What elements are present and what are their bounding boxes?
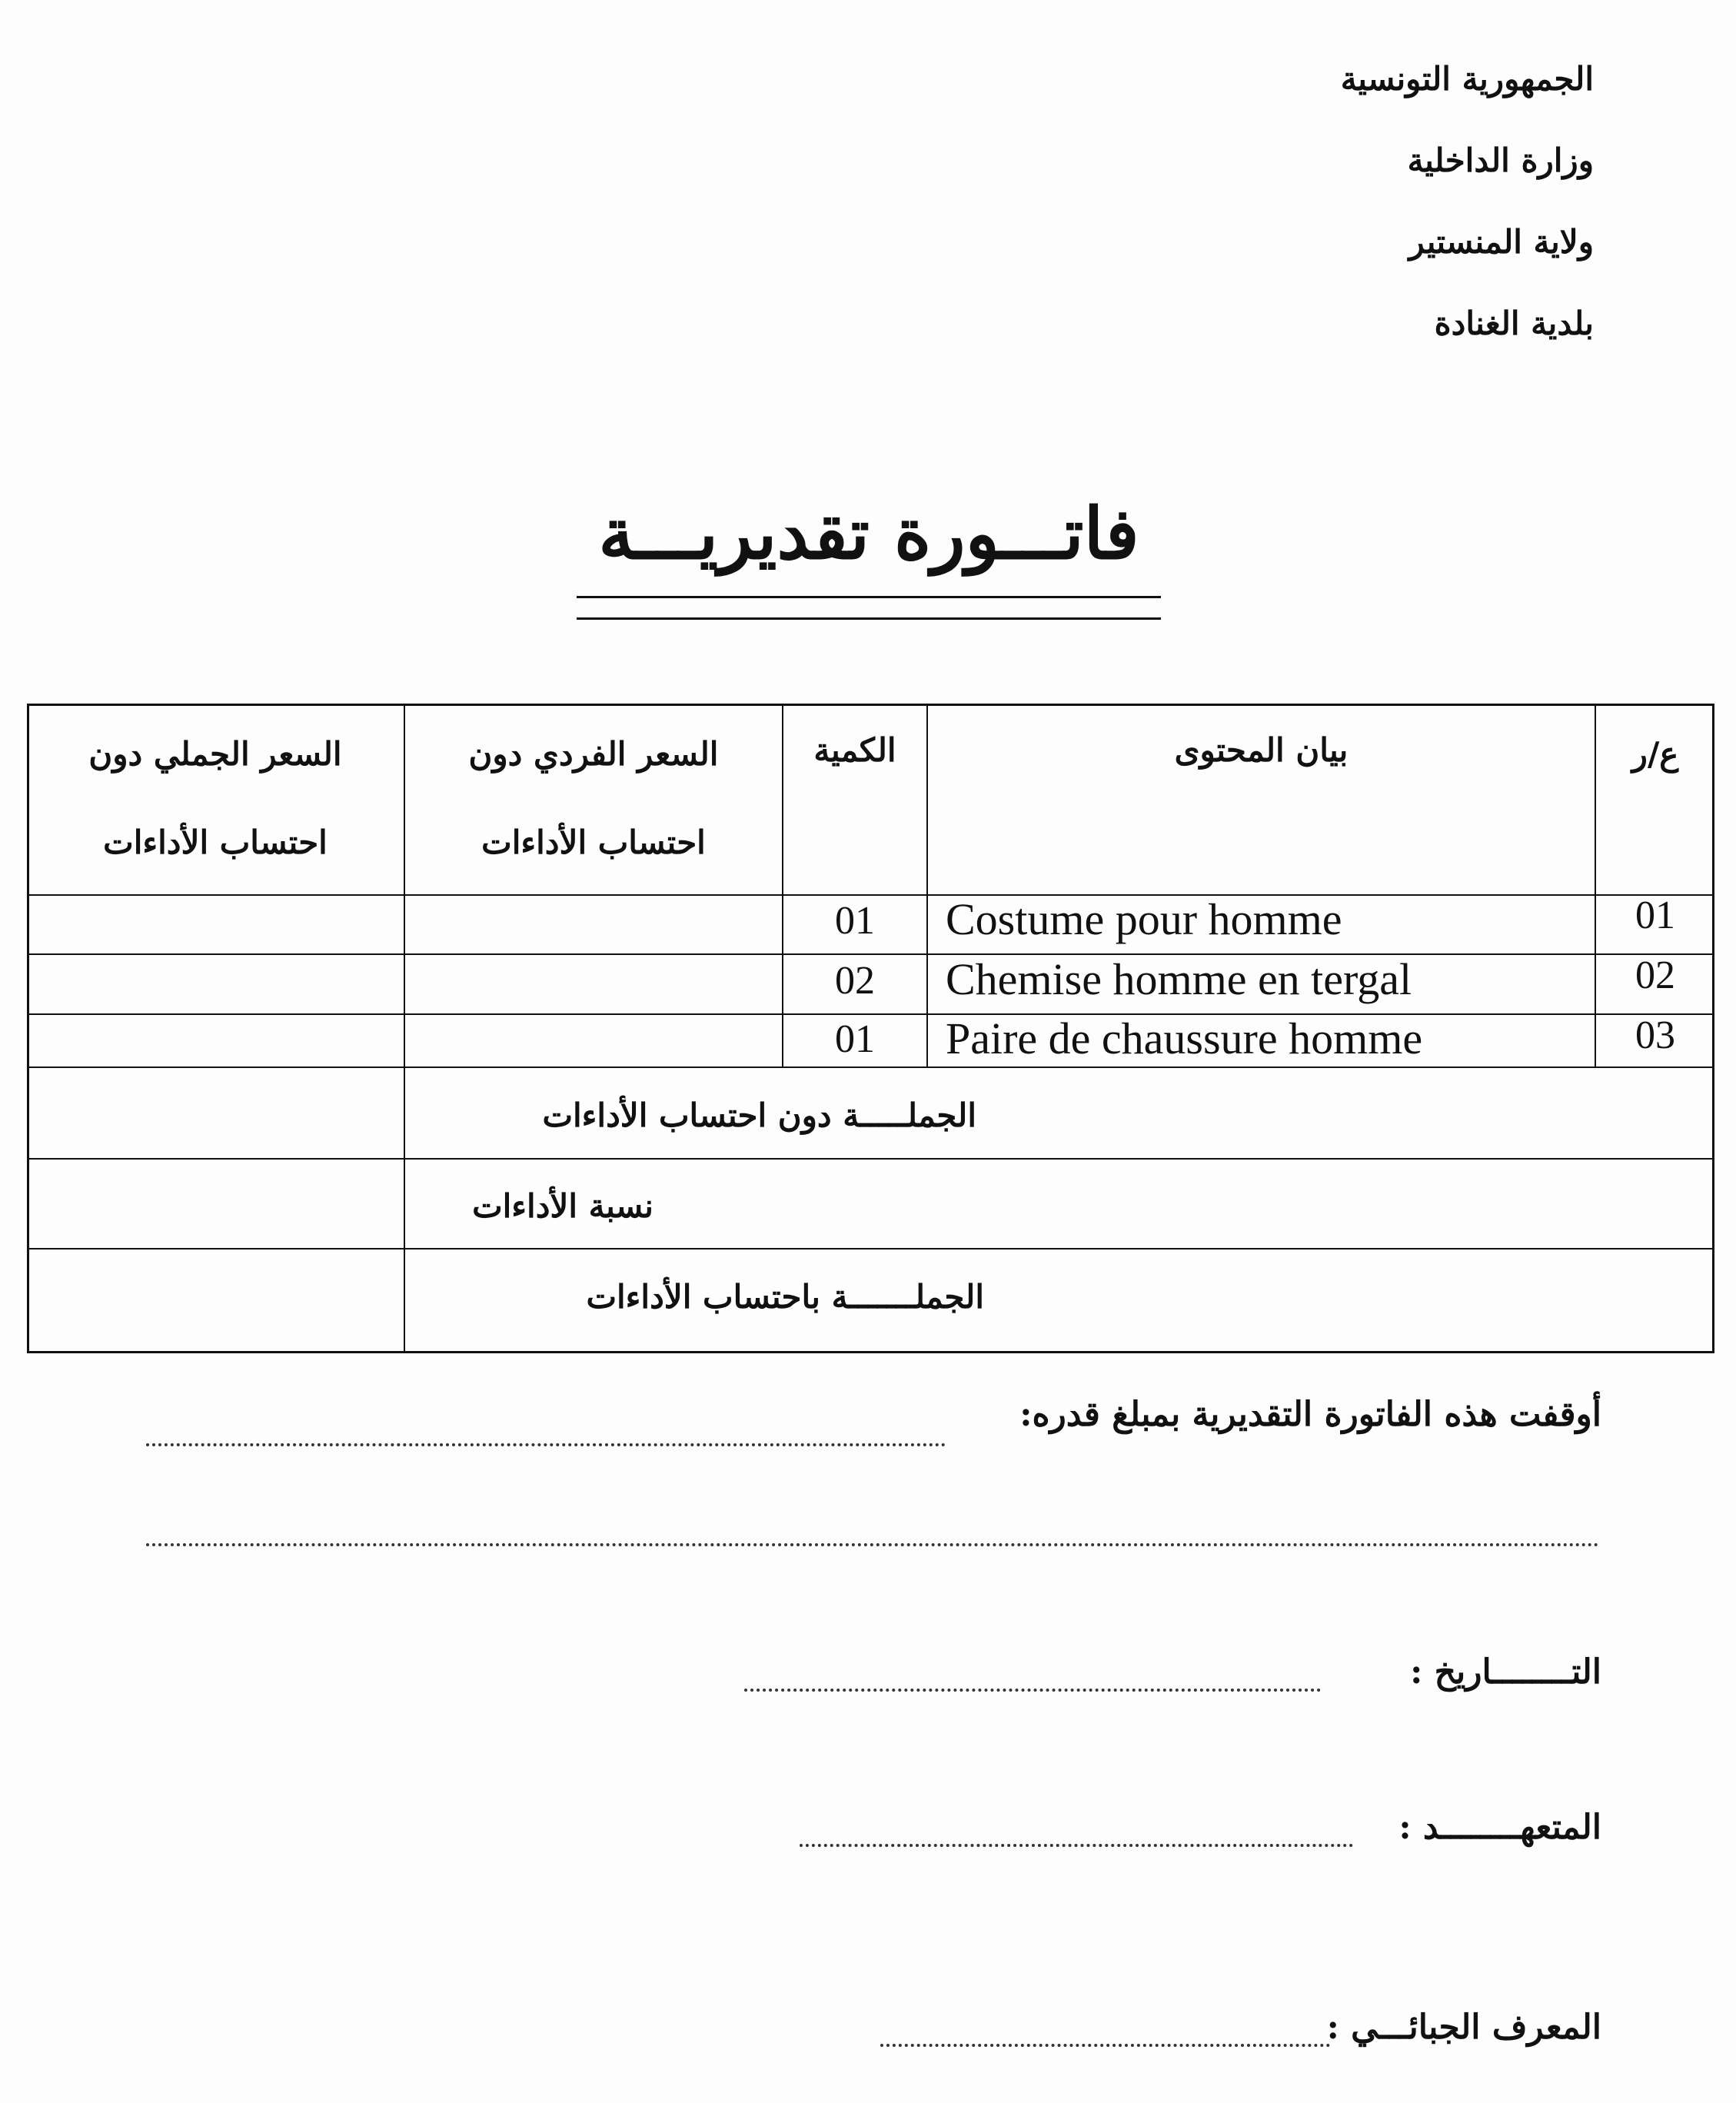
document-title: فاتـــورة تقديريـــة xyxy=(598,492,1139,575)
table-rule xyxy=(404,704,405,1353)
row-num: 01 xyxy=(1635,893,1675,937)
date-dotted-line xyxy=(744,1689,1321,1692)
header-total-price-1: السعر الجملي دون xyxy=(88,735,342,773)
header-description: بيان المحتوى xyxy=(1174,731,1349,769)
header-country: الجمهورية التونسية xyxy=(1340,60,1594,98)
row-quantity: 01 xyxy=(835,899,875,943)
table-rule xyxy=(27,1066,1714,1068)
table-rule xyxy=(27,894,1714,896)
table-rule xyxy=(27,1158,1714,1160)
table-rule xyxy=(27,1013,1714,1015)
row-description: Chemise homme en tergal xyxy=(946,954,1412,1004)
row-num: 02 xyxy=(1635,953,1675,997)
header-num: ع/ر xyxy=(1631,735,1679,773)
summary-total-excl-tax: الجملـــــة دون احتساب الأداءات xyxy=(542,1096,976,1134)
table-rule xyxy=(27,1248,1714,1249)
header-unit-price-2: احتساب الأداءات xyxy=(481,824,706,861)
amount-label: أوقفت هذه الفاتورة التقديرية بمبلغ قدره: xyxy=(1019,1395,1601,1434)
row-quantity: 02 xyxy=(835,959,875,1003)
amount-dotted-line xyxy=(146,1443,946,1446)
header-quantity: الكمية xyxy=(813,731,896,769)
tax-id-dotted-line xyxy=(880,2044,1330,2047)
row-num: 03 xyxy=(1635,1013,1675,1057)
amount-dotted-line-2 xyxy=(146,1543,1599,1546)
title-underline xyxy=(577,596,1161,598)
document-header xyxy=(1341,38,1594,364)
row-description: Paire de chaussure homme xyxy=(946,1013,1423,1063)
table-rule xyxy=(27,953,1714,955)
header-unit-price-1: السعر الفردي دون xyxy=(468,735,719,773)
summary-total-incl-tax: الجملـــــــة باحتساب الأداءات xyxy=(586,1278,984,1316)
row-quantity: 01 xyxy=(835,1017,875,1061)
tax-id-label: المعرف الجبائـــي : xyxy=(1326,2008,1601,2047)
row-description: Costume pour homme xyxy=(946,894,1342,944)
header-ministry: وزارة الداخلية xyxy=(1407,141,1594,179)
contractor-dotted-line xyxy=(800,1844,1353,1847)
header-governorate: ولاية المنستير xyxy=(1408,223,1594,261)
title-underline-2 xyxy=(577,617,1161,620)
summary-tax-rate: نسبة الأداءات xyxy=(472,1187,653,1225)
header-municipality: بلدية الغنادة xyxy=(1434,304,1594,342)
header-total-price-2: احتساب الأداءات xyxy=(103,824,328,861)
date-label: التــــــــاريخ : xyxy=(1410,1652,1601,1692)
contractor-label: المتعهــــــــد : xyxy=(1398,1808,1601,1847)
